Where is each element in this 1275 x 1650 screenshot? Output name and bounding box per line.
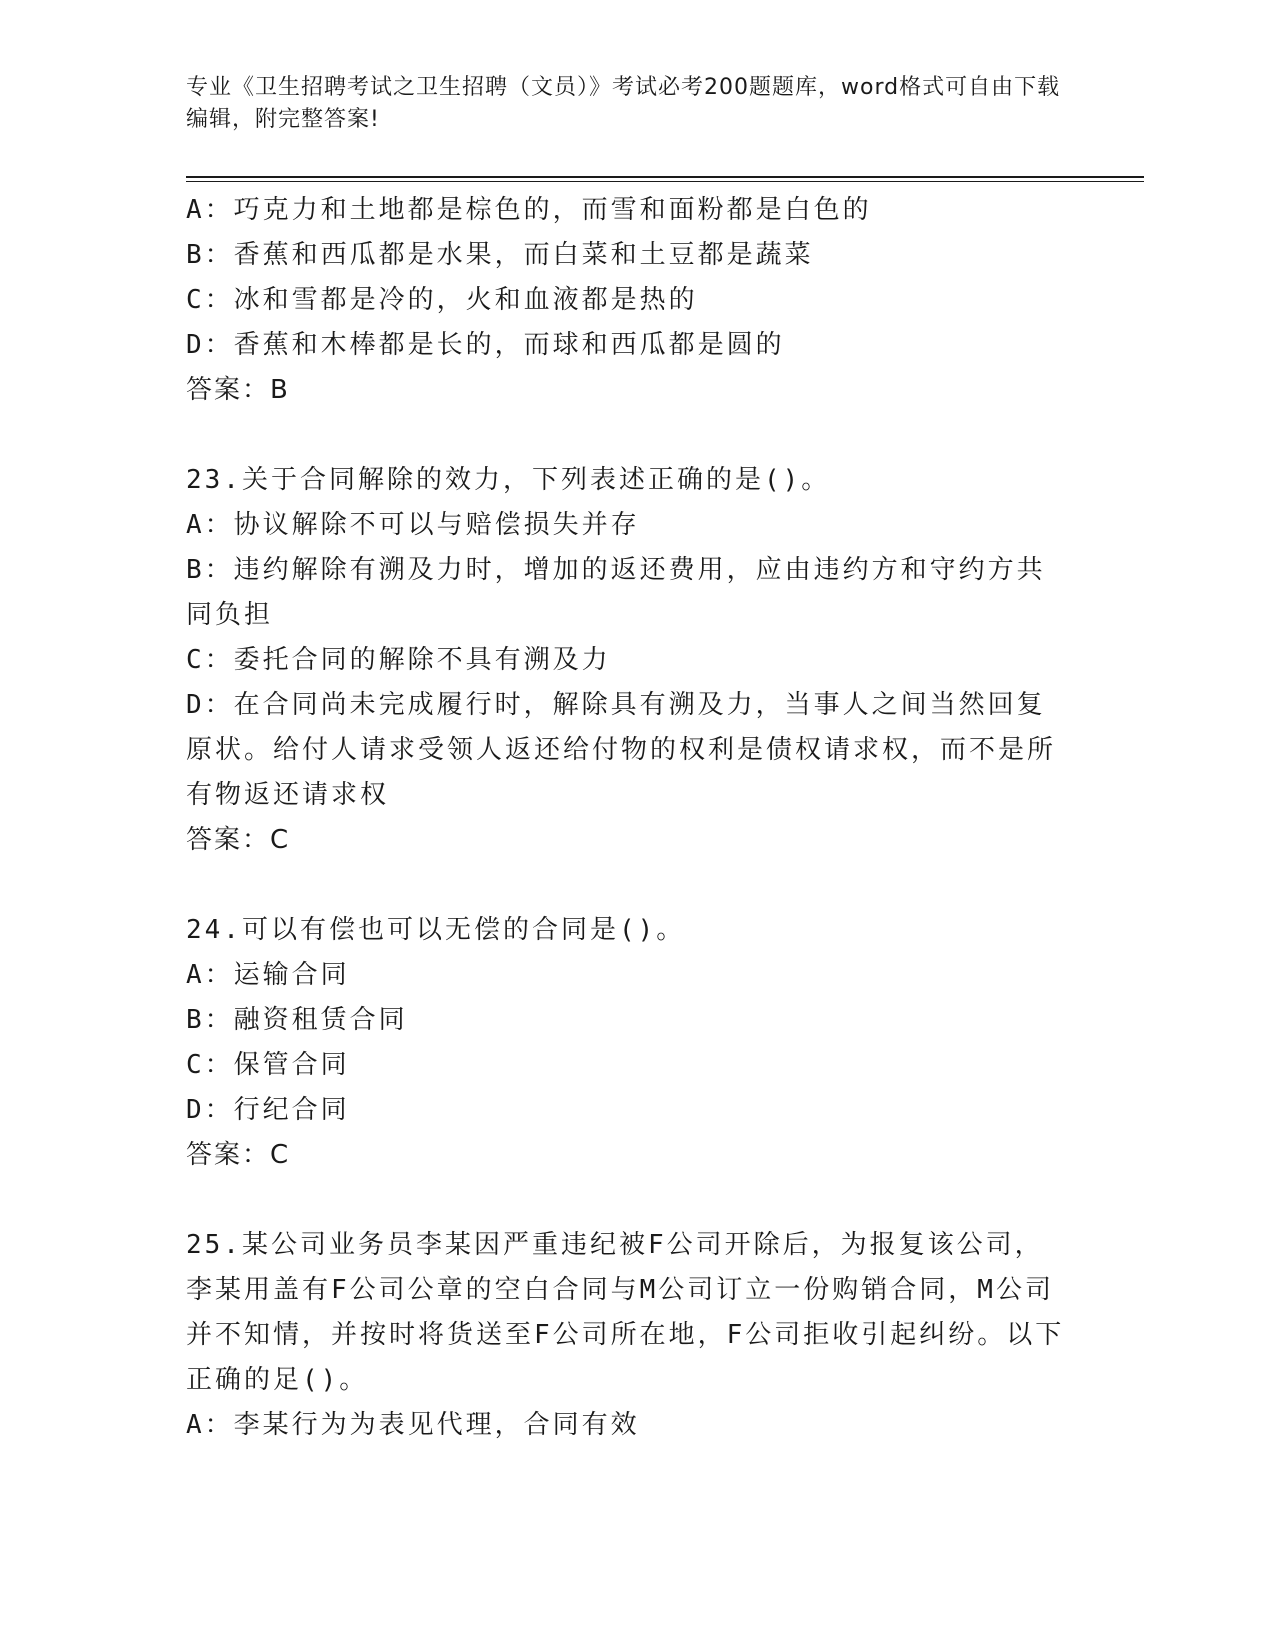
question-23 (186, 458, 1066, 863)
answer: 答案：B (186, 375, 290, 405)
question-text: 23.关于合同解除的效力，下列表述正确的是()。 (186, 465, 831, 495)
option-b: B：违约解除有溯及力时，增加的返还费用，应由违约方和守约方共同负担 (186, 555, 1046, 630)
option-b: B：融资租赁合同 (186, 1005, 408, 1035)
option-c: C：委托合同的解除不具有溯及力 (186, 645, 611, 675)
header-divider-thin (186, 181, 1144, 182)
question-22 (186, 188, 1066, 413)
question-text: 25.某公司业务员李某因严重违纪被F公司开除后，为报复该公司，李某用盖有F公司公章的空白合同与M公司订立一份购销合同，M公司并不知情，并按时将货送至F公司所在地，F公司拒收引起纠纷。以下正确的足()。 (186, 1230, 1065, 1395)
question-25 (186, 1223, 1066, 1448)
option-a: A：协议解除不可以与赔偿损失并存 (186, 510, 640, 540)
option-a: A：运输合同 (186, 960, 350, 990)
answer: 答案：C (186, 1140, 291, 1170)
option-c: C：保管合同 (186, 1050, 350, 1080)
question-text: 24.可以有偿也可以无偿的合同是()。 (186, 915, 686, 945)
option-d: D：在合同尚未完成履行时，解除具有溯及力，当事人之间当然回复原状。给付人请求受领人返还给付物的权利是债权请求权，而不是所有物返还请求权 (186, 690, 1057, 810)
question-list (186, 188, 1066, 1448)
option-a: A：李某行为为表见代理，合同有效 (186, 1410, 640, 1440)
document-header: 专业《卫生招聘考试之卫生招聘（文员）》考试必考200题题库，word格式可自由下载编辑，附完整答案! (186, 75, 1061, 132)
option-d: D：香蕉和木棒都是长的，而球和西瓜都是圆的 (186, 330, 785, 360)
header-divider-thick (186, 176, 1144, 178)
option-b: B：香蕉和西瓜都是水果，而白菜和土豆都是蔬菜 (186, 240, 814, 270)
option-a: A：巧克力和土地都是棕色的，而雪和面粉都是白色的 (186, 195, 872, 225)
option-d: D：行纪合同 (186, 1095, 350, 1125)
option-c: C：冰和雪都是冷的，火和血液都是热的 (186, 285, 698, 315)
answer: 答案：C (186, 825, 291, 855)
question-24 (186, 908, 1066, 1178)
